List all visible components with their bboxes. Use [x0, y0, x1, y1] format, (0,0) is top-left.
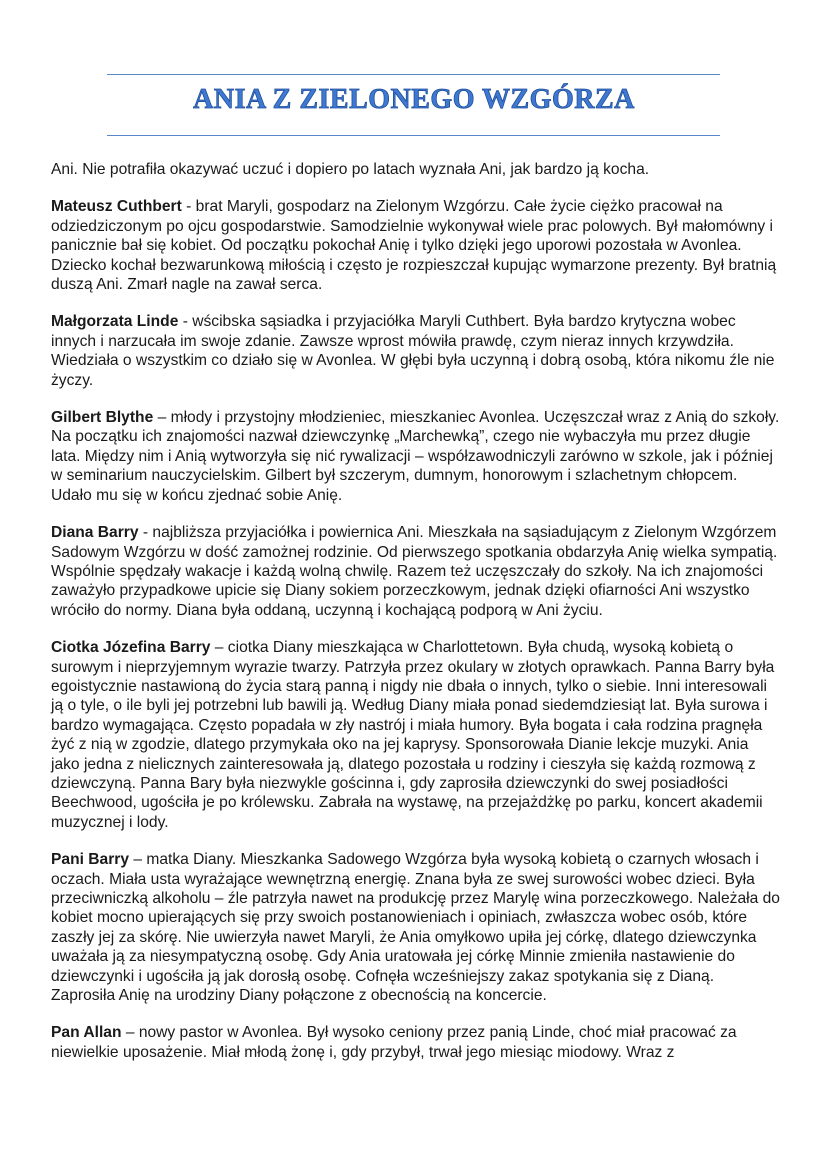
character-name: Pan Allan [51, 1024, 122, 1042]
character-name: Pani Barry [51, 851, 130, 869]
character-description: – ciotka Diany mieszkająca w Charlottetown. Była chudą, wysoką kobietą o surowym i nieprzyjemnym wyrazie twarzy. Patrzyła przez okulary w złotych oprawkach. Panna Barry była egoistycznie nastawioną do życia starą panną i nigdy nie dbała o innych, tylko o siebie. Inni interesowali ją o tyle, o ile byli jej potrzebni lub bawili ją. Według Diany miała ponad siedemdziesiąt lat. Była surowa i bardzo wymagająca. Często popadała w zły nastrój i miała humory. Była bogata i cała rodzina pragnęła żyć z nią w zgodzie, dlatego przymykała oko na jej kaprysy. Sponsorowała Dianie lekcje muzyki. Ania jako jedna z nielicznych zainteresowała ją, dlatego pozostała u rodziny i cieszyła się każdą rozmową z dziewczyną. Panna Bary była niezwykle gościnna i, gdy zaprosiła dziewczynki do swej posiadłości Beechwood, ugościła je po królewsku. Zabrała na wystawę, na przejażdżkę po parku, koncert akademii muzycznej i lody. [51, 639, 775, 831]
header-rule-bottom [107, 135, 720, 136]
character-description: - wścibska sąsiadka i przyjaciółka Maryli Cuthbert. Była bardzo krytyczna wobec innych i narzucała im swoje zdanie. Zawsze wprost mówiła prawdę, czym nieraz innych krzywdziła. Wiedziała o wszystkim co działo się w Avonlea. W głębi była uczynną i dobrą osobą, która nikomu źle nie życzy. [51, 313, 775, 389]
character-description: – matka Diany. Mieszkanka Sadowego Wzgórza była wysoką kobietą o czarnych włosach i oczach. Miała usta wyrażające wewnętrzną energię. Znana była ze swej surowości wobec dzieci. Była przeciwniczką alkoholu – źle patrzyła nawet na produkcję przez Marylę wina porzeczkowego. Należała do kobiet mocno upierających się przy swoich postanowieniach i opiniach, zwłaszcza wobec osób, które zaszły jej za skórę. Nie uwierzyła nawet Maryli, że Ania omyłkowo upiła jej córkę, dlatego dziewczynka uważała ją za niesympatyczną osobę. Gdy Ania uratowała jej córkę Minnie zmieniła nastawienie do dziewczynki i ugościła ją jak dorosłą osobę. Cofnęła wcześniejszy zakaz spotykania się z Dianą. Zaprosiła Anię na urodziny Diany połączone z obecnością na koncercie. [51, 851, 780, 1005]
character-description: - brat Maryli, gospodarz na Zielonym Wzgórzu. Całe życie ciężko pracował na odziedziczonym po ojcu gospodarstwie. Samodzielnie wykonywał wiele prac polowych. Był małomówny i panicznie bał się kobiet. Od początku pokochał Anię i tylko dzięki jego uporowi pozostała w Avonlea. Dziecko kochał bezwarunkową miłością i często je rozpieszczał kupując wymarzone prezenty. Był bratnią duszą Ani. Zmarł nagle na zawał serca. [51, 198, 777, 294]
character-name: Gilbert Blythe [51, 409, 154, 427]
character-paragraph [51, 408, 781, 505]
character-paragraph [51, 1023, 781, 1062]
character-paragraph [51, 850, 781, 1005]
character-paragraph [51, 638, 781, 832]
character-paragraph [51, 197, 781, 294]
character-name: Ciotka Józefina Barry [51, 639, 211, 657]
character-paragraph [51, 312, 781, 390]
character-name: Diana Barry [51, 524, 139, 542]
character-name: Małgorzata Linde [51, 313, 179, 331]
intro-paragraph: Ani. Nie potrafiła okazywać uczuć i dopiero po latach wyznała Ani, jak bardzo ją kocha. [51, 161, 650, 178]
document-body [51, 160, 781, 1080]
character-description: - najbliższa przyjaciółka i powiernica Ani. Mieszkała na sąsiadującym z Zielonym Wzgórzem Sadowym Wzgórzu w dość zamożnej rodzinie. Od pierwszego spotkania obdarzyła Anię wielka sympatią. Wspólnie spędzały wakacje i każdą wolną chwilę. Razem też uczęszczały do szkoły. Na ich znajomości zaważyło przypadkowe upicie się Diany sokiem porzeczkowym, jednak dzięki ofiarności Ani wszystko wróciło do normy. Diana była oddaną, uczynną i kochającą podporą w Ani życiu. [51, 524, 778, 619]
character-name: Mateusz Cuthbert [51, 198, 182, 216]
character-description: – młody i przystojny młodzieniec, mieszkaniec Avonlea. Uczęszczał wraz z Anią do szkoły. Na początku ich znajomości nazwał dziewczynkę „Marchewką”, czego nie wybaczyła mu przez długie lata. Między nim i Anią wytworzyła się nić rywalizacji – współzawodniczyli zarówno w szkole, jak i później w seminarium nauczycielskim. Gilbert był szczerym, dumnym, honorowym i szlachetnym chłopcem. Udało mu się w końcu zjednać sobie Anię. [51, 409, 780, 504]
character-description: – nowy pastor w Avonlea. Był wysoko ceniony przez panią Linde, choć miał pracować za niewielkie uposażenie. Miał młodą żonę i, gdy przybył, trwał jego miesiąc miodowy. Wraz z [51, 1024, 737, 1061]
page-title: ANIA Z ZIELONEGO WZGÓRZA [193, 84, 635, 115]
character-paragraph [51, 523, 781, 620]
header-rule-top [107, 74, 720, 75]
